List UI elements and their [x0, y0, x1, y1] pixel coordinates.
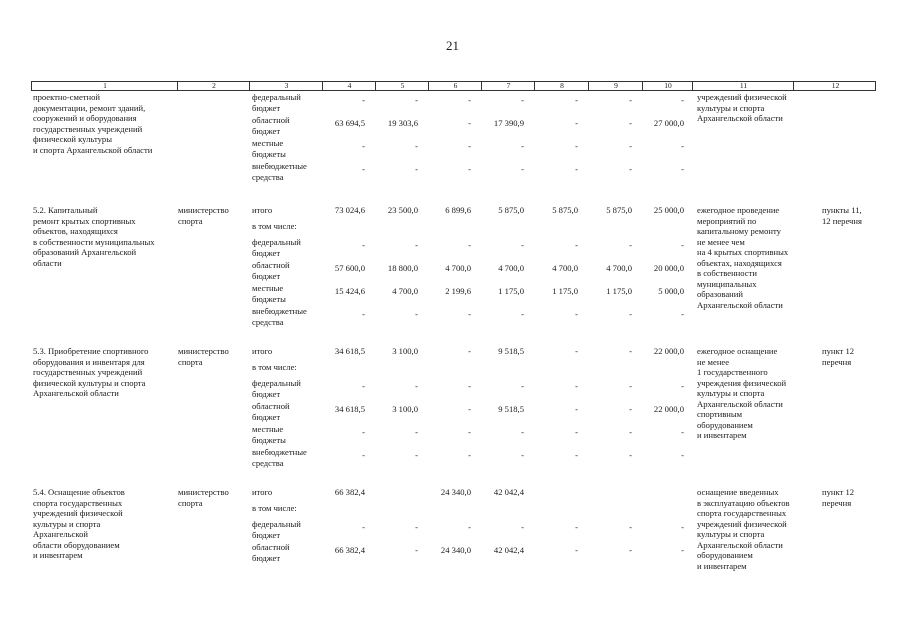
- funding-value: -: [521, 427, 524, 438]
- header-col-3: 3: [284, 81, 289, 90]
- funding-value: 73 024,6: [334, 205, 365, 215]
- activity-description-line: учреждений физической: [33, 508, 123, 518]
- funding-value: -: [629, 450, 632, 461]
- funding-value: 27 000,0: [653, 118, 684, 128]
- funding-source-line: областной: [252, 260, 290, 271]
- funding-source-line: в том числе:: [252, 503, 297, 514]
- header-col-11: 11: [739, 81, 748, 90]
- funding-value: 1 175,0: [552, 286, 578, 297]
- funding-source-line: федеральный: [252, 237, 301, 248]
- funding-source-line: областной: [252, 115, 290, 125]
- header-divider: [793, 82, 794, 90]
- funding-value: -: [575, 118, 578, 128]
- funding-value: -: [362, 309, 365, 320]
- result-line: ежегодное проведение: [697, 205, 780, 215]
- funding-source-line: внебюджетные: [252, 161, 307, 171]
- header-divider: [249, 82, 250, 90]
- funding-value: -: [468, 427, 471, 438]
- result-line: муниципальных: [697, 278, 757, 289]
- funding-value: 4 700,0: [392, 286, 418, 297]
- activity-description-line: спорта государственных: [33, 497, 123, 508]
- result-line: учреждений физической: [697, 92, 787, 102]
- funding-value: -: [362, 95, 365, 105]
- activity-description-line: Архангельской области: [33, 388, 119, 398]
- funding-source-line: итого: [252, 487, 273, 497]
- funding-source-line: федеральный: [252, 378, 301, 389]
- result-line: оборудованием: [697, 419, 753, 430]
- funding-value: -: [521, 164, 524, 174]
- funding-value: -: [521, 450, 524, 461]
- funding-value: -: [575, 404, 578, 415]
- funding-value: 20 000,0: [653, 263, 684, 274]
- header-divider: [534, 82, 535, 90]
- header-col-4: 4: [347, 81, 352, 90]
- result-line: в собственности: [697, 268, 757, 278]
- reference-line: пункт 12: [822, 346, 855, 356]
- header-divider: [692, 82, 693, 90]
- funding-value: 18 800,0: [387, 263, 418, 274]
- funding-value: 66 382,4: [334, 487, 365, 497]
- funding-value: -: [468, 240, 471, 251]
- funding-value: 25 000,0: [653, 205, 684, 215]
- funding-value: -: [468, 346, 471, 356]
- result-line: культуры и спорта: [697, 388, 765, 398]
- reference-line: 12 перечня: [822, 215, 862, 226]
- funding-value: 2 199,6: [445, 286, 471, 297]
- funding-value: -: [681, 164, 684, 174]
- activity-description-line: объектов, находящихся: [33, 226, 118, 236]
- funding-value: -: [575, 522, 578, 533]
- funding-value: -: [681, 545, 684, 556]
- funding-value: -: [575, 95, 578, 105]
- funding-value: 4 700,0: [498, 263, 524, 274]
- funding-source-line: итого: [252, 346, 273, 356]
- funding-value: -: [362, 141, 365, 151]
- funding-source-line: бюджет: [252, 247, 281, 258]
- funding-value: 24 340,0: [440, 545, 471, 556]
- funding-value: -: [575, 346, 578, 356]
- header-col-8: 8: [560, 81, 564, 90]
- funding-value: -: [629, 381, 632, 392]
- activity-description-line: 5.4. Оснащение объектов: [33, 487, 125, 497]
- funding-value: -: [415, 427, 418, 438]
- funding-value: -: [575, 381, 578, 392]
- funding-value: -: [575, 545, 578, 556]
- funding-value: -: [415, 95, 418, 105]
- result-line: культуры и спорта: [697, 102, 765, 113]
- funding-value: -: [362, 164, 365, 174]
- header-divider: [375, 82, 376, 90]
- activity-description-line: Архангельской: [33, 529, 88, 539]
- activity-description-line: физической культуры и спорта: [33, 377, 146, 388]
- header-col-12: 12: [831, 81, 840, 90]
- result-line: оборудованием: [697, 550, 753, 560]
- funding-source-line: бюджет: [252, 102, 281, 113]
- funding-value: -: [629, 164, 632, 174]
- funding-value: 4 700,0: [552, 263, 578, 274]
- funding-source-line: бюджет: [252, 552, 281, 563]
- funding-value: -: [415, 545, 418, 556]
- funding-value: -: [468, 522, 471, 533]
- funding-source-line: местные: [252, 424, 284, 435]
- funding-value: -: [468, 404, 471, 415]
- funding-value: 4 700,0: [606, 263, 632, 274]
- funding-value: 6 899,6: [445, 205, 471, 215]
- funding-value: -: [521, 141, 524, 151]
- header-col-7: 7: [506, 81, 511, 90]
- funding-value: -: [681, 381, 684, 392]
- funding-value: -: [629, 309, 632, 320]
- funding-value: -: [362, 381, 365, 392]
- funding-value: 5 875,0: [498, 205, 524, 215]
- funding-value: 1 175,0: [498, 286, 524, 297]
- column-number-header: [31, 81, 876, 91]
- funding-value: -: [468, 95, 471, 105]
- funding-value: -: [575, 240, 578, 251]
- reference-line: перечня: [822, 497, 852, 508]
- funding-value: -: [521, 240, 524, 251]
- funding-source-line: бюджет: [252, 529, 281, 540]
- activity-description-line: и инвентарем: [33, 550, 83, 560]
- funding-value: -: [629, 427, 632, 438]
- reference-line: пункты 11,: [822, 205, 862, 215]
- funding-value: 15 424,6: [334, 286, 365, 297]
- funding-source-line: бюджеты: [252, 148, 286, 159]
- activity-description-line: проектно-сметной: [33, 92, 101, 102]
- result-line: объектах, находящихся: [697, 257, 782, 268]
- funding-source-line: средства: [252, 457, 284, 468]
- reference-line: пункт 12: [822, 487, 855, 497]
- funding-value: -: [362, 240, 365, 251]
- activity-description-line: ремонт крытых спортивных: [33, 215, 136, 226]
- funding-value: 42 042,4: [493, 545, 524, 556]
- header-col-2: 2: [212, 81, 216, 90]
- activity-description-line: 5.2. Капитальный: [33, 205, 98, 215]
- funding-source-line: средства: [252, 316, 284, 327]
- funding-value: 63 694,5: [334, 118, 365, 128]
- funding-value: -: [468, 450, 471, 461]
- executor-line: министерство: [178, 205, 229, 215]
- funding-value: -: [629, 522, 632, 533]
- result-line: учреждения физической: [697, 377, 787, 388]
- funding-value: -: [415, 164, 418, 174]
- header-col-6: 6: [453, 81, 458, 90]
- result-line: в эксплуатацию объектов: [697, 497, 790, 508]
- header-col-9: 9: [614, 81, 618, 90]
- funding-source-line: местные: [252, 138, 284, 148]
- funding-value: -: [681, 141, 684, 151]
- funding-source-line: областной: [252, 401, 290, 412]
- funding-value: -: [681, 95, 684, 105]
- funding-source-line: в том числе:: [252, 362, 297, 373]
- funding-value: -: [415, 522, 418, 533]
- funding-value: -: [415, 141, 418, 151]
- funding-value: -: [629, 404, 632, 415]
- funding-value: -: [575, 427, 578, 438]
- header-divider: [428, 82, 429, 90]
- activity-description-line: и спорта Архангельской области: [33, 144, 153, 155]
- header-divider: [642, 82, 643, 90]
- funding-value: -: [468, 381, 471, 392]
- funding-source-line: внебюджетные: [252, 447, 307, 458]
- funding-value: -: [468, 141, 471, 151]
- funding-value: -: [415, 450, 418, 461]
- funding-value: -: [468, 118, 471, 128]
- funding-value: 5 000,0: [658, 286, 684, 297]
- funding-value: -: [629, 95, 632, 105]
- funding-value: 3 100,0: [392, 346, 418, 356]
- result-line: Архангельской области: [697, 398, 783, 409]
- result-line: Архангельской области: [697, 539, 783, 550]
- activity-description-line: оборудования и инвентаря для: [33, 356, 145, 367]
- funding-value: -: [575, 450, 578, 461]
- funding-source-line: бюджет: [252, 125, 281, 136]
- funding-value: -: [629, 346, 632, 356]
- funding-value: -: [362, 450, 365, 461]
- activity-description-line: области оборудованием: [33, 539, 120, 550]
- funding-source-line: бюджет: [252, 270, 281, 281]
- funding-value: -: [415, 240, 418, 251]
- funding-value: 19 303,6: [387, 118, 418, 128]
- funding-value: -: [681, 522, 684, 533]
- funding-source-line: бюджеты: [252, 434, 286, 445]
- funding-source-line: бюджет: [252, 388, 281, 399]
- funding-value: -: [521, 381, 524, 392]
- activity-description-line: культуры и спорта: [33, 518, 101, 529]
- reference-line: перечня: [822, 356, 852, 367]
- funding-value: -: [362, 522, 365, 533]
- funding-value: -: [681, 240, 684, 251]
- header-divider: [177, 82, 178, 90]
- funding-value: -: [468, 164, 471, 174]
- funding-value: 23 500,0: [387, 205, 418, 215]
- header-divider: [588, 82, 589, 90]
- result-line: образований: [697, 289, 743, 299]
- result-line: на 4 крытых спортивных: [697, 247, 789, 257]
- result-line: капитальному ремонту: [697, 226, 781, 236]
- executor-line: спорта: [178, 356, 203, 367]
- header-col-10: 10: [664, 81, 672, 90]
- executor-line: министерство: [178, 487, 229, 497]
- funding-value: 9 518,5: [498, 404, 524, 415]
- result-line: ежегодное оснащение: [697, 346, 778, 356]
- funding-value: 34 618,5: [334, 346, 365, 356]
- funding-source-line: внебюджетные: [252, 306, 307, 317]
- funding-source-line: местные: [252, 283, 284, 294]
- result-line: 1 государственного: [697, 367, 768, 377]
- funding-value: -: [415, 309, 418, 320]
- result-line: не менее чем: [697, 236, 745, 247]
- header-col-1: 1: [103, 81, 107, 90]
- activity-description-line: сооружений и оборудования: [33, 113, 137, 123]
- funding-value: -: [521, 309, 524, 320]
- funding-value: -: [681, 309, 684, 320]
- funding-value: 22 000,0: [653, 404, 684, 415]
- activity-description-line: физической культуры: [33, 134, 112, 144]
- result-line: Архангельской области: [697, 299, 783, 310]
- funding-value: -: [575, 164, 578, 174]
- activity-description-line: в собственности муниципальных: [33, 236, 155, 247]
- funding-value: 5 875,0: [606, 205, 632, 215]
- activity-description-line: 5.3. Приобретение спортивного: [33, 346, 149, 356]
- result-line: мероприятий по: [697, 215, 757, 226]
- funding-value: -: [629, 118, 632, 128]
- funding-source-line: итого: [252, 205, 273, 215]
- funding-value: 4 700,0: [445, 263, 471, 274]
- result-line: Архангельской области: [697, 113, 783, 123]
- result-line: культуры и спорта: [697, 529, 765, 539]
- funding-value: 9 518,5: [498, 346, 524, 356]
- funding-source-line: федеральный: [252, 519, 301, 530]
- result-line: оснащение введенных: [697, 487, 779, 497]
- funding-value: -: [468, 309, 471, 320]
- page-number: 21: [446, 38, 459, 53]
- funding-value: -: [362, 427, 365, 438]
- funding-value: 17 390,9: [493, 118, 524, 128]
- funding-value: -: [521, 95, 524, 105]
- funding-value: -: [521, 522, 524, 533]
- funding-value: -: [629, 240, 632, 251]
- funding-source-line: бюджеты: [252, 293, 286, 304]
- funding-value: -: [629, 545, 632, 556]
- result-line: и инвентарем: [697, 560, 747, 571]
- funding-source-line: федеральный: [252, 92, 301, 102]
- funding-value: -: [575, 141, 578, 151]
- activity-description-line: государственных учреждений: [33, 367, 143, 377]
- funding-value: 24 340,0: [440, 487, 471, 497]
- activity-description-line: образований Архангельской: [33, 247, 137, 257]
- header-divider: [481, 82, 482, 90]
- header-divider: [322, 82, 323, 90]
- funding-value: 5 875,0: [552, 205, 578, 215]
- funding-source-line: бюджет: [252, 411, 281, 422]
- funding-value: -: [415, 381, 418, 392]
- activity-description-line: области: [33, 257, 62, 268]
- funding-value: 42 042,4: [493, 487, 524, 497]
- result-line: учреждений физической: [697, 518, 787, 529]
- funding-value: -: [681, 450, 684, 461]
- funding-source-line: средства: [252, 171, 284, 182]
- result-line: спортивным: [697, 409, 743, 419]
- executor-line: спорта: [178, 497, 203, 508]
- funding-value: -: [629, 141, 632, 151]
- activity-description-line: государственных учреждений: [33, 123, 143, 134]
- funding-source-line: областной: [252, 542, 290, 553]
- funding-source-line: в том числе:: [252, 221, 297, 232]
- result-line: и инвентарем: [697, 430, 747, 440]
- funding-value: 1 175,0: [606, 286, 632, 297]
- header-col-5: 5: [400, 81, 405, 90]
- funding-value: 22 000,0: [653, 346, 684, 356]
- funding-value: -: [575, 309, 578, 320]
- funding-value: 34 618,5: [334, 404, 365, 415]
- funding-value: 3 100,0: [392, 404, 418, 415]
- executor-line: спорта: [178, 215, 203, 226]
- result-line: не менее: [697, 356, 730, 367]
- result-line: спорта государственных: [697, 508, 787, 518]
- activity-description-line: документации, ремонт зданий,: [33, 102, 146, 113]
- funding-value: 57 600,0: [334, 263, 365, 274]
- funding-value: -: [681, 427, 684, 438]
- executor-line: министерство: [178, 346, 229, 356]
- funding-value: 66 382,4: [334, 545, 365, 556]
